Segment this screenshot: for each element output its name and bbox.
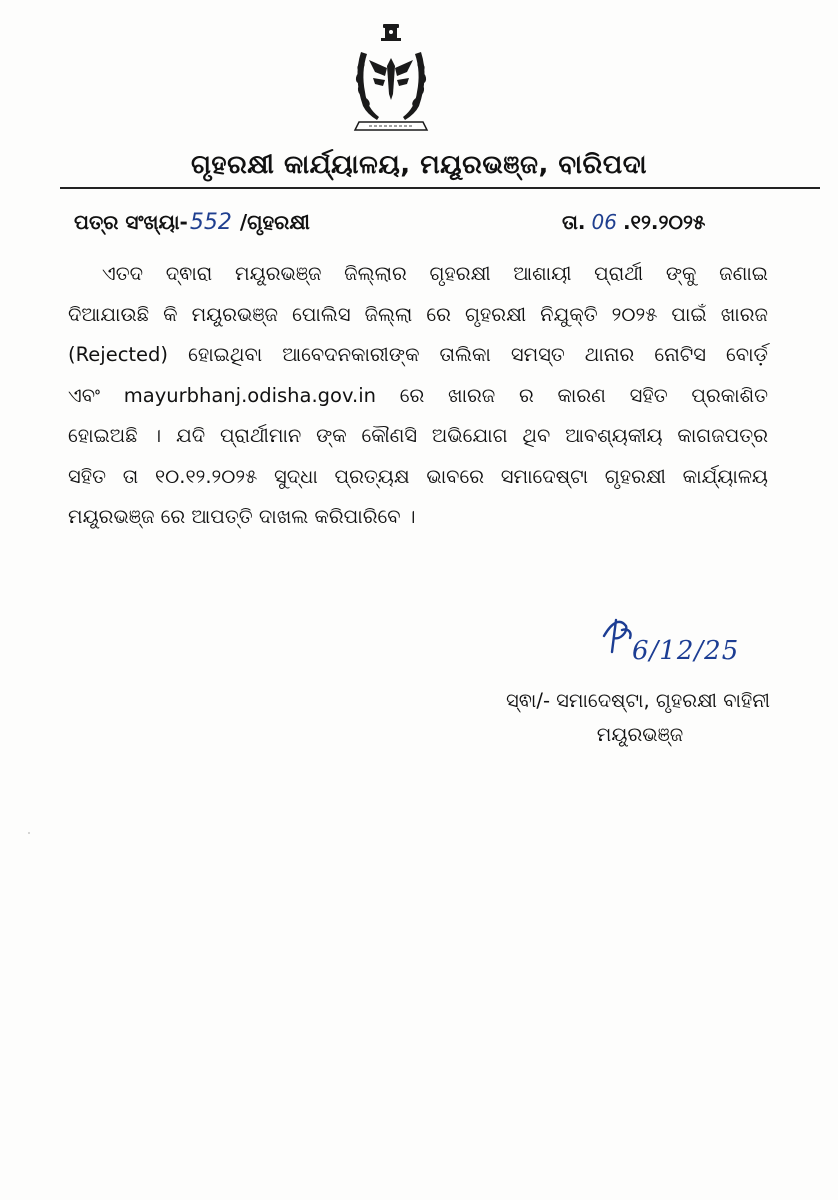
- home-guard-emblem-icon: [347, 22, 435, 138]
- office-heading: ଗୃହରକ୍ଷୀ କାର୍ଯ୍ୟାଳୟ, ମୟୂରଭଞ୍ଜ, ବାରିପଦା: [190, 150, 648, 180]
- letter-number-value: 552: [189, 210, 232, 235]
- letter-number: [74, 210, 310, 235]
- body-line: ମୟୂରଭଞ୍ଜ ରେ ଆପତ୍ତି ଦାଖଲ କରିପାରିବେ ।: [68, 505, 416, 528]
- body-line: ଏବଂ mayurbhanj.odisha.gov.in ରେ ଖାରଜ ର କାରଣ ସହିତ ପ୍ରକାଶିତ: [68, 383, 768, 407]
- letter-date-prefix: ତା.: [562, 210, 586, 234]
- paper-speck: [28, 832, 30, 834]
- signatory-block: [470, 684, 770, 752]
- notice-body: [68, 254, 768, 538]
- body-line: (Rejected) ହୋଇଥିବା ଆବେଦନକାରୀଙ୍କ ତାଲିକା ସମସ୍ତ ଥାନାର ନୋଟିସ ବୋର୍ଡ଼: [68, 343, 768, 366]
- signatory-place: ମୟୂରଭଞ୍ଜ: [596, 723, 684, 746]
- body-line: ଏତଦ ଦ୍ଵାରା ମୟୂରଭଞ୍ଜ ଜିଲ୍ଲାର ଗୃହରକ୍ଷୀ ଆଶାୟୀ ପ୍ରାର୍ଥୀ ଙ୍କୁ ଜଣାଇ: [102, 262, 768, 285]
- signatory-designation: ସ୍ଵା/- ସମାଦେଷ୍ଟା, ଗୃହରକ୍ଷୀ ବାହିନୀ: [506, 689, 770, 712]
- signature-date: 6/12/25: [632, 636, 740, 666]
- body-line: ହୋଇଅଛି । ଯଦି ପ୍ରାର୍ଥୀମାନ ଙ୍କ କୌଣସି ଅଭିଯୋଗ ଥିବ ଆବଶ୍ୟକୀୟ କାଗଜପତ୍ର: [68, 424, 768, 447]
- heading-divider: [60, 187, 820, 189]
- letter-number-prefix: ପତ୍ର ସଂଖ୍ୟା-: [74, 210, 188, 234]
- letter-number-suffix: /ଗୃହରକ୍ଷୀ: [239, 210, 310, 234]
- reference-line: [74, 210, 774, 244]
- letter-date-rest: .୧୨.୨୦୨୫: [622, 210, 706, 234]
- body-line: ଦିଆଯାଉଛି କି ମୟୂରଭଞ୍ଜ ପୋଲିସ ଜିଲ୍ଲା ରେ ଗୃହରକ୍ଷୀ ନିଯୁକ୍ତି ୨୦୨୫ ପାଇଁ ଖାରଜ: [68, 302, 768, 326]
- body-line: ସହିତ ତା ୧୦.୧୨.୨୦୨୫ ସୁଦ୍ଧା ପ୍ରତ୍ୟକ୍ଷ ଭାବରେ ସମାଦେଷ୍ଟା ଗୃହରକ୍ଷୀ କାର୍ଯ୍ୟାଳୟ: [68, 464, 768, 488]
- letter-date-day: 06: [591, 210, 617, 234]
- letter-date: [562, 210, 705, 234]
